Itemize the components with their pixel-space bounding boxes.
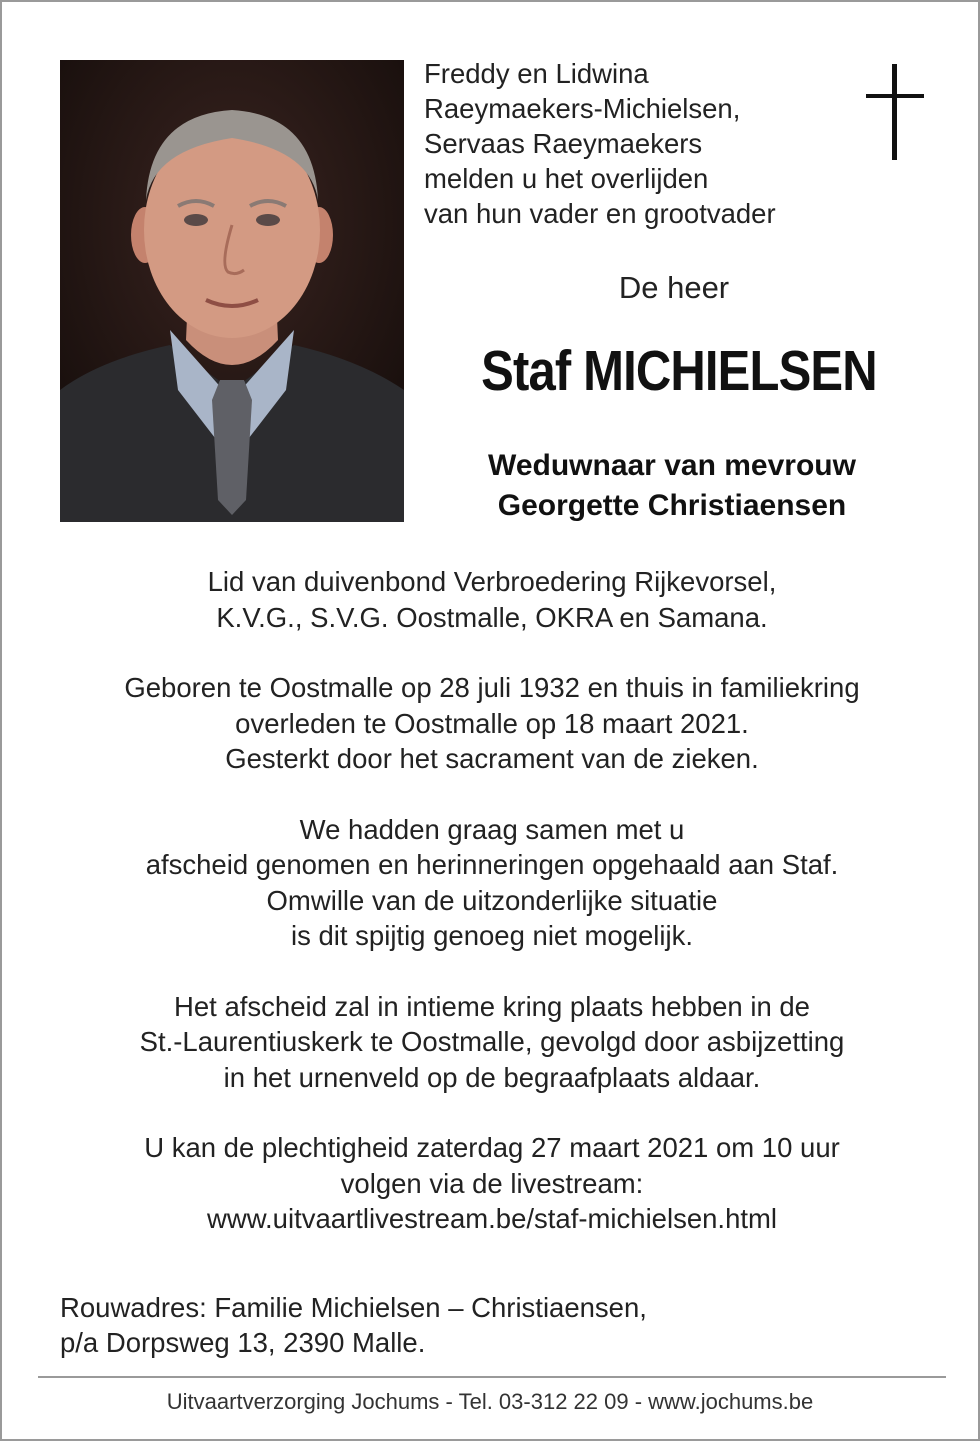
announcer-line: van hun vader en grootvader (424, 198, 776, 229)
text-line: We hadden graag samen met u (299, 813, 685, 845)
announcer-line: Freddy en Lidwina (424, 58, 649, 89)
portrait-photo (60, 60, 404, 522)
text-line: in het urnenveld op de begraafplaats aldaar. (223, 1061, 761, 1093)
announcer-line: Servaas Raeymaekers (424, 128, 703, 159)
text-line: St.-Laurentiuskerk te Oostmalle, gevolgd door asbijzetting (139, 1026, 845, 1057)
address-line: Rouwadres: Familie Michielsen – Christiaensen, (60, 1292, 647, 1323)
funeral-home-footer: Uitvaartverzorging Jochums - Tel. 03-312 22 09 - www.jochums.be (166, 1389, 814, 1414)
footer-divider (38, 1376, 946, 1378)
text-line: K.V.G., S.V.G. Oostmalle, OKRA en Samana. (216, 601, 768, 633)
livestream-link[interactable]: www.uitvaartlivestream.be/staf-michielsen.html (206, 1203, 778, 1234)
widower-line-1: Weduwnaar van mevrouw (488, 449, 856, 482)
birth-death-paragraph (42, 670, 942, 777)
text-line: overleden te Oostmalle op 18 maart 2021. (235, 707, 749, 739)
honorific-title: De heer (618, 270, 730, 305)
widower-line (422, 446, 922, 526)
text-line: Omwille van de uitzonderlijke situatie (266, 884, 718, 916)
memberships-paragraph (42, 564, 942, 635)
mourning-address (60, 1290, 647, 1360)
text-line: is dit spijtig genoeg niet mogelijk. (290, 920, 694, 951)
text-line: Lid van duivenbond Verbroedering Rijkevorsel, (207, 566, 777, 597)
announcer-line: Raeymaekers-Michielsen, (424, 93, 741, 124)
address-line: p/a Dorpsweg 13, 2390 Malle. (60, 1327, 426, 1358)
farewell-paragraph (42, 812, 942, 954)
latin-cross-icon (866, 64, 924, 160)
widower-line-2: Georgette Christiaensen (497, 489, 847, 522)
announcers-block (424, 56, 776, 231)
announcer-line: melden u het overlijden (424, 163, 709, 194)
text-line: afscheid genomen en herinneringen opgehaald aan Staf. (145, 849, 839, 880)
livestream-paragraph (42, 1130, 942, 1237)
text-line: U kan de plechtigheid zaterdag 27 maart 2021 om 10 uur (144, 1132, 840, 1163)
deceased-name: Staf MICHIELSEN (481, 339, 877, 403)
obituary-body (42, 564, 942, 1272)
ceremony-paragraph (42, 989, 942, 1096)
text-line: Gesterkt door het sacrament van de zieken. (225, 743, 759, 774)
text-line: Geboren te Oostmalle op 28 juli 1932 en thuis in familiekring (124, 672, 860, 703)
text-line: volgen via de livestream: (340, 1167, 644, 1199)
portrait-illustration (60, 60, 404, 522)
text-line: Het afscheid zal in intieme kring plaats hebben in de (174, 990, 810, 1022)
